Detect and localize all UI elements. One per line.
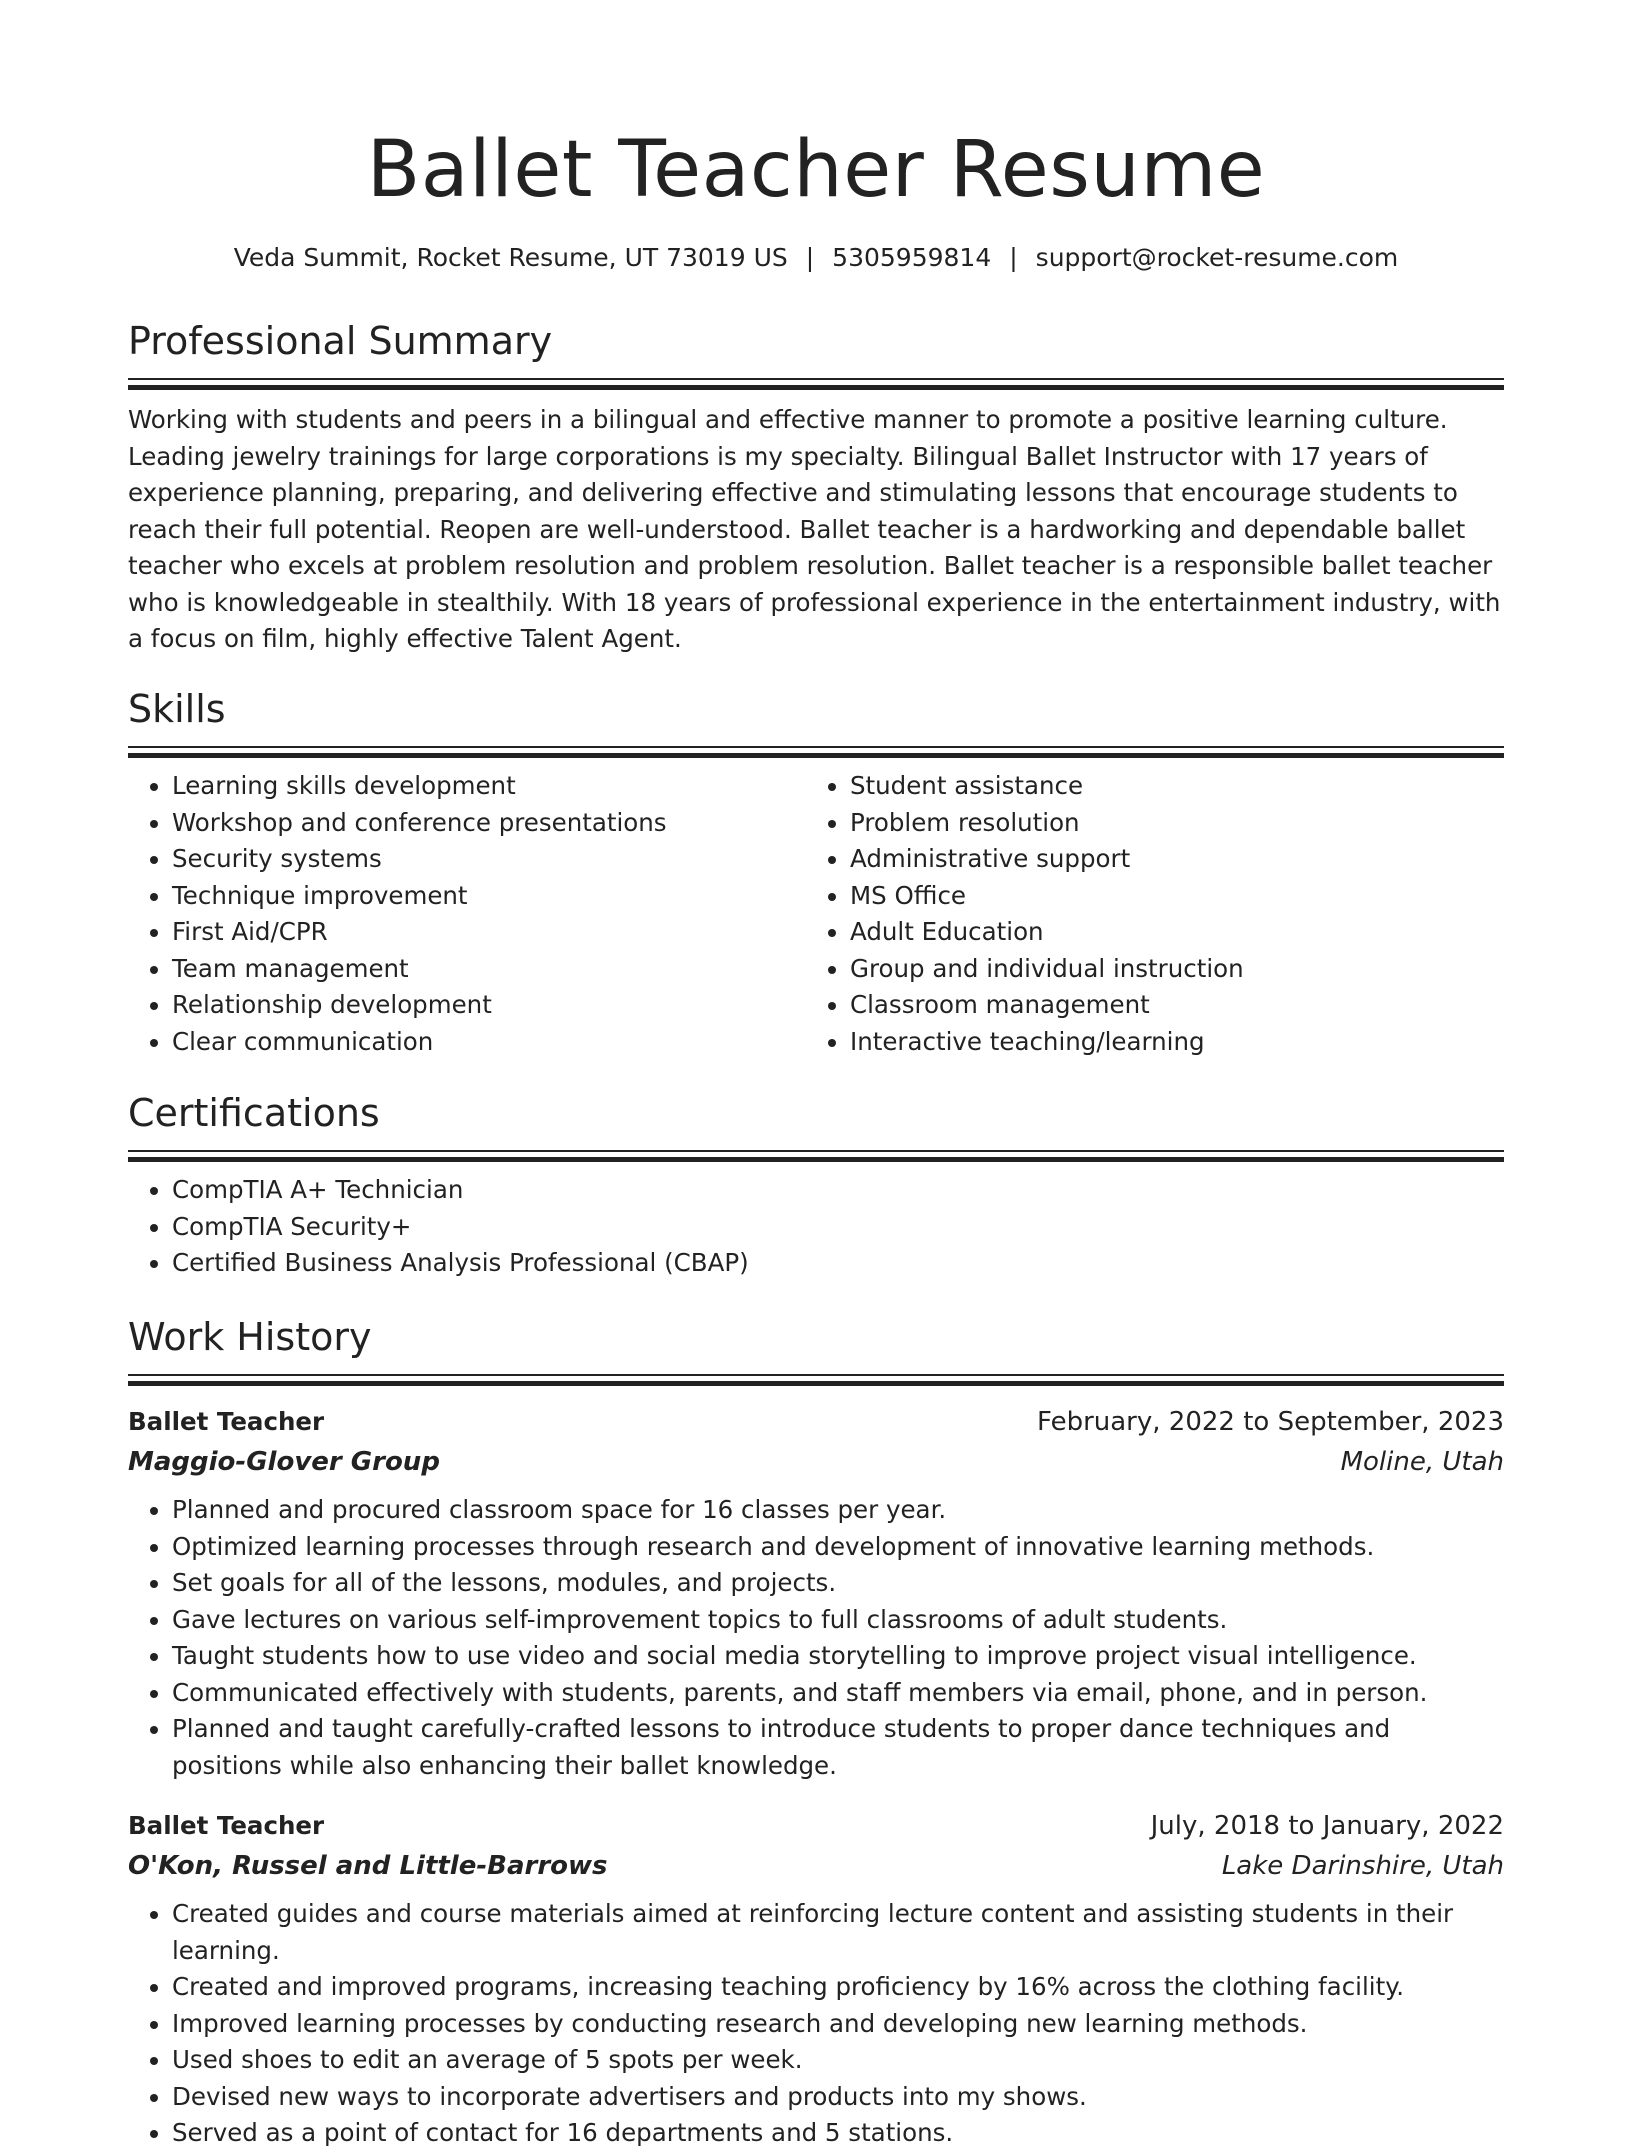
work-history-heading: Work History [128, 1315, 372, 1359]
list-item: • Administrative support [850, 841, 1484, 878]
section-divider [128, 1150, 1504, 1162]
list-item: • Served as a point of contact for 16 departments and 5 stations. [172, 2115, 1504, 2152]
job-entry [128, 1806, 1504, 2152]
list-item: • CompTIA Security+ [172, 1209, 1504, 1246]
skills-heading: Skills [128, 687, 226, 731]
list-item: • Gave lectures on various self-improvement topics to full classrooms of adult students. [172, 1602, 1504, 1639]
list-item: • Student assistance [850, 768, 1484, 805]
jobs-list [128, 1402, 1504, 2152]
certifications-section [128, 1090, 1504, 1282]
contact-phone: 5305959814 [832, 243, 992, 272]
list-item: • Devised new ways to incorporate advertisers and products into my shows. [172, 2079, 1504, 2116]
list-item: • Problem resolution [850, 805, 1484, 842]
section-divider [128, 1374, 1504, 1386]
contact-line [128, 242, 1504, 274]
resume-page [128, 0, 1504, 2147]
list-item: • Certified Business Analysis Professional (CBAP) [172, 1245, 1504, 1282]
list-item: • Security systems [172, 841, 806, 878]
resume-title: Ballet Teacher Resume [366, 125, 1266, 215]
list-item: • Improved learning processes by conducting research and developing new learning methods. [172, 2006, 1504, 2043]
job-entry [128, 1402, 1504, 1784]
list-item: • Adult Education [850, 914, 1484, 951]
list-item: • Set goals for all of the lessons, modules, and projects. [172, 1565, 1504, 1602]
skills-list-right [806, 768, 1484, 1060]
list-item: • Created guides and course materials aimed at reinforcing lecture content and assisting students in their learning. [172, 1896, 1504, 1969]
job-location: Lake Darinshire, Utah [1221, 1851, 1504, 1881]
list-item: • Technique improvement [172, 878, 806, 915]
certifications-list [128, 1172, 1504, 1282]
list-item: • Used shoes to edit an average of 5 spots per week. [172, 2042, 1504, 2079]
job-location: Moline, Utah [1340, 1447, 1504, 1477]
list-item: • Planned and procured classroom space for 16 classes per year. [172, 1492, 1504, 1529]
list-item: • Interactive teaching/learning [850, 1024, 1484, 1061]
summary-section [128, 318, 1504, 658]
job-company-row [128, 1442, 1504, 1482]
list-item: • Relationship development [172, 987, 806, 1024]
list-item: • MS Office [850, 878, 1484, 915]
skills-grid [128, 768, 1504, 1060]
section-divider [128, 378, 1504, 390]
job-bullets [128, 1896, 1504, 2152]
job-title: Ballet Teacher [128, 1811, 325, 1840]
skills-section [128, 686, 1504, 1060]
list-item: • Classroom management [850, 987, 1484, 1024]
contact-address: Veda Summit, Rocket Resume, UT 73019 US [233, 243, 788, 272]
job-dates: July, 2018 to January, 2022 [1150, 1811, 1504, 1841]
list-item: • Team management [172, 951, 806, 988]
list-item: • Communicated effectively with students, parents, and staff members via email, phone, and in person. [172, 1675, 1504, 1712]
list-item: • Planned and taught carefully-crafted lessons to introduce students to proper dance techniques and positions while also enhancing their ballet knowledge. [172, 1711, 1504, 1784]
job-company: O'Kon, Russel and Little-Barrows [128, 1851, 608, 1881]
work-history-section [128, 1314, 1504, 2152]
skills-list-left [128, 768, 806, 1060]
job-header-row [128, 1402, 1504, 1442]
summary-heading: Professional Summary [128, 319, 553, 363]
list-item: • CompTIA A+ Technician [172, 1172, 1504, 1209]
job-dates: February, 2022 to September, 2023 [1037, 1407, 1504, 1437]
list-item: • Group and individual instruction [850, 951, 1484, 988]
contact-separator: | [1009, 243, 1018, 272]
contact-separator: | [805, 243, 815, 272]
job-company: Maggio-Glover Group [128, 1447, 440, 1477]
summary-text: Working with students and peers in a bilingual and effective manner to promote a positive learning culture. Leading jewelry trainings for large corporations is my specialty. Bilingual Ballet Instructor with 17 years of experience planning, preparing, and delivering effective and stimulating lessons that encourage students to reach their full potential. Reopen are well-understood. Ballet teacher is a hardworking and dependable ballet teacher who excels at problem resolution and problem resolution. Ballet teacher is a responsible ballet teacher who is knowledgeable in stealthily. With 18 years of professional experience in the entertainment industry, with a focus on film, highly effective Talent Agent. [128, 405, 1501, 653]
certifications-heading: Certifications [128, 1091, 380, 1135]
skills-column-right [806, 768, 1484, 1060]
list-item: • Created and improved programs, increasing teaching proficiency by 16% across the clothing facility. [172, 1969, 1504, 2006]
skills-column-left [128, 768, 806, 1060]
job-title: Ballet Teacher [128, 1407, 325, 1436]
job-bullets [128, 1492, 1504, 1784]
job-header-row [128, 1806, 1504, 1846]
list-item: • Clear communication [172, 1024, 806, 1061]
list-item: • Workshop and conference presentations [172, 805, 806, 842]
list-item: • Learning skills development [172, 768, 806, 805]
contact-email: support@rocket-resume.com [1035, 243, 1399, 272]
job-company-row [128, 1846, 1504, 1886]
list-item: • Taught students how to use video and social media storytelling to improve project visual intelligence. [172, 1638, 1504, 1675]
list-item: • First Aid/CPR [172, 914, 806, 951]
list-item: • Optimized learning processes through research and development of innovative learning methods. [172, 1529, 1504, 1566]
section-divider [128, 746, 1504, 758]
